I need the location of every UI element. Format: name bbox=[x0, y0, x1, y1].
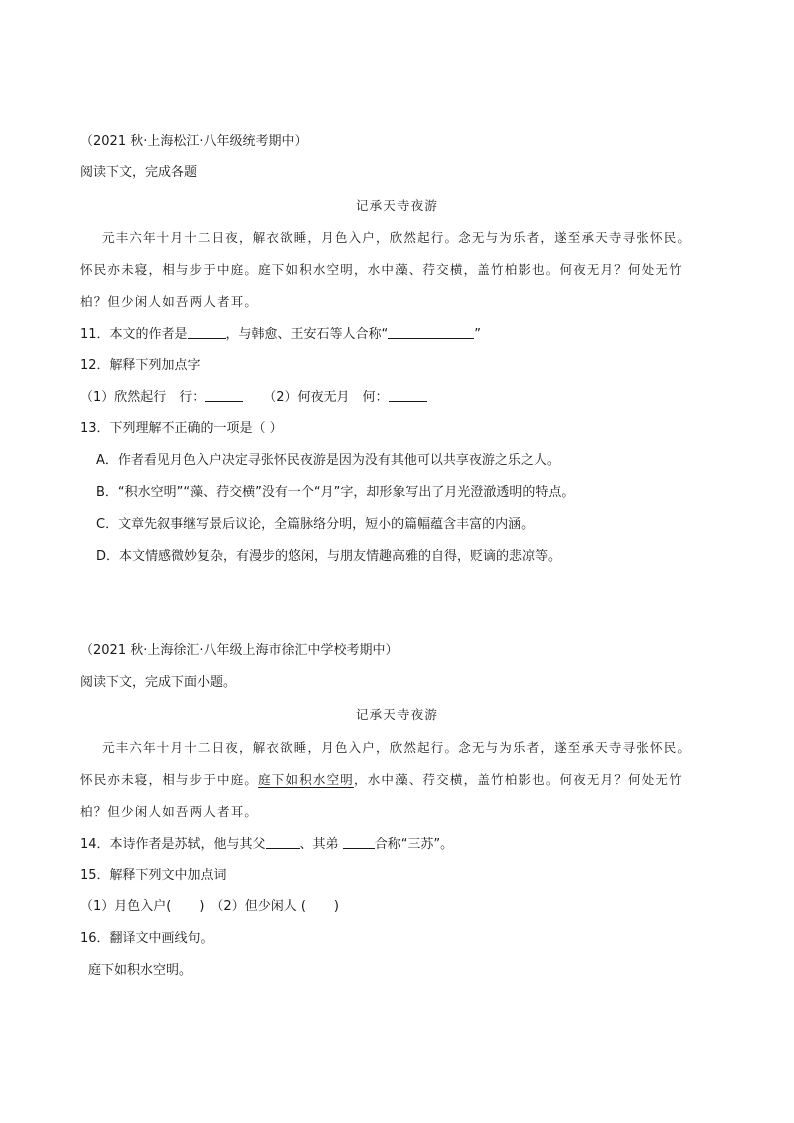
answer-blank[interactable] bbox=[343, 835, 375, 849]
instruction: 阅读下文，完成下面小题。 bbox=[80, 675, 237, 690]
question-13: 13．下列理解不正确的一项是（ ） bbox=[80, 421, 283, 436]
translation-sentence: 庭下如积水空明。 bbox=[88, 963, 193, 978]
question-14: 14．本诗作者是苏轼，他与其父 、其弟 合称“三苏”。 bbox=[80, 837, 454, 852]
answer-blank[interactable] bbox=[389, 388, 427, 402]
answer-blank[interactable] bbox=[388, 325, 474, 339]
question-12-parts: （1）欣然起行 行： （2）何夜无月 何： bbox=[80, 388, 427, 407]
underlined-sentence: 庭下如积水空明 bbox=[258, 772, 355, 787]
passage-line: 怀民亦未寝，相与步于中庭。庭下如积水空明，水中藻、荇交横，盖竹柏影也。何夜无月？何处无竹 bbox=[80, 262, 683, 277]
answer-blank[interactable] bbox=[205, 388, 243, 402]
source-note: （2021 秋·上海徐汇·八年级上海市徐汇中学校考期中） bbox=[80, 643, 399, 658]
passage-line: 怀民亦未寝，相与步于中庭。庭下如积水空明，水中藻、荇交横，盖竹柏影也。何夜无月？何处无竹 bbox=[80, 772, 683, 787]
question-16: 16．翻译文中画线句。 bbox=[80, 931, 214, 946]
question-15: 15．解释下列文中加点词 bbox=[80, 868, 227, 883]
option-c[interactable]: C．文章先叙事继写景后议论，全篇脉络分明，短小的篇幅蕴含丰富的内涵。 bbox=[96, 517, 535, 532]
option-b[interactable]: B．“积水空明”“藻、荇交横”没有一个“月”字，却形象写出了月光澄澈透明的特点。 bbox=[96, 485, 575, 500]
source-note: （2021 秋·上海松江·八年级统考期中） bbox=[80, 134, 308, 149]
passage-line: 柏？但少闲人如吾两人者耳。 bbox=[80, 294, 259, 309]
passage-line: 元丰六年十月十二日夜，解衣欲睡，月色入户，欣然起行。念无与为乐者，遂至承天寺寻张怀民。 bbox=[102, 230, 692, 245]
passage-line: 柏？但少闲人如吾两人者耳。 bbox=[80, 804, 259, 819]
answer-blank[interactable] bbox=[266, 835, 300, 849]
option-a[interactable]: A．作者看见月色入户决定寻张怀民夜游是因为没有其他可以共享夜游之乐之人。 bbox=[96, 453, 560, 468]
question-12: 12．解释下列加点字 bbox=[80, 358, 201, 373]
question-11: 11．本文的作者是 ，与韩愈、王安石等人合称“ ” bbox=[80, 327, 482, 342]
passage-line: 元丰六年十月十二日夜，解衣欲睡，月色入户，欣然起行。念无与为乐者，遂至承天寺寻张怀民。 bbox=[102, 740, 692, 755]
option-d[interactable]: D．本文情感微妙复杂，有漫步的悠闲，与朋友情趣高雅的自得，贬谪的悲凉等。 bbox=[96, 549, 562, 564]
passage-title: 记承天寺夜游 bbox=[355, 198, 439, 213]
question-15-parts: （1）月色入户( ) （2）但少闲人 ( ) bbox=[80, 899, 339, 914]
passage-title: 记承天寺夜游 bbox=[355, 707, 439, 722]
answer-blank[interactable] bbox=[188, 325, 226, 339]
instruction: 阅读下文，完成各题 bbox=[80, 165, 198, 180]
